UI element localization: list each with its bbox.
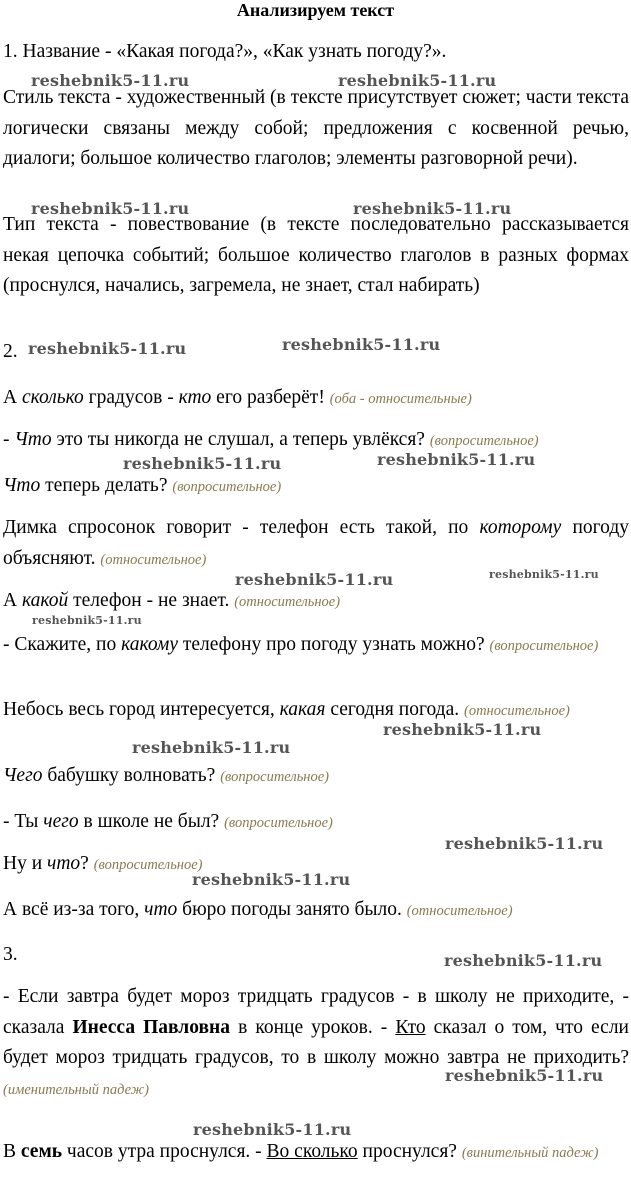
s3-paragraph-2 bbox=[3, 1137, 629, 1169]
annotation: (относительное) bbox=[100, 551, 207, 568]
watermark: reshebnik5-11.ru bbox=[445, 1066, 604, 1085]
text: его разберёт! bbox=[211, 387, 330, 408]
text: в конце уроков. - bbox=[230, 1016, 396, 1038]
watermark: reshebnik5-11.ru bbox=[31, 71, 190, 90]
bold-numeral: семь bbox=[20, 1141, 63, 1162]
watermark: reshebnik5-11.ru bbox=[377, 450, 536, 469]
annotation: (относительное) bbox=[463, 703, 570, 719]
annotation: (именительный падеж) bbox=[3, 1081, 149, 1098]
page-title: Анализируем текст bbox=[236, 0, 395, 20]
pronoun: Чего bbox=[3, 765, 43, 786]
watermark: reshebnik5-11.ru bbox=[444, 951, 603, 970]
text: ? bbox=[80, 853, 94, 874]
underlined-pronoun: Кто bbox=[395, 1016, 426, 1038]
pronoun: что bbox=[47, 853, 81, 874]
s3-paragraph-1 bbox=[3, 982, 629, 1105]
section1-style-paragraph: Стиль текста - художественный (в тексте присутствует сюжет; части текста логически связаны между собой; предложения с косвенной речью, диалоги; большое количество глаголов; элементы разговорной речи). bbox=[3, 87, 629, 169]
annotation: (вопросительное) bbox=[224, 815, 333, 831]
pronoun: которому bbox=[479, 517, 562, 538]
section1-type-paragraph: Тип текста - повествование (в тексте последовательно рассказывается некая цепочка событий; большое количество глаголов в разных формах (проснулся, начались, загремела, не знает, стал набирать) bbox=[3, 214, 629, 296]
text: - Скажите, по bbox=[3, 634, 122, 655]
text: - Если завтра будет мороз тридцать градусов - в школу не приходите, - сказала bbox=[3, 986, 629, 1038]
pronoun: какому bbox=[121, 634, 178, 655]
s2-line-8 bbox=[3, 761, 629, 793]
text: сказал о том, что если будет мороз тридцать градусов, то в школу можно завтра не приходить? bbox=[3, 1016, 629, 1068]
watermark: reshebnik5-11.ru bbox=[28, 339, 187, 358]
pronoun: Что bbox=[3, 475, 41, 496]
text: часов утра проснулся. - bbox=[62, 1141, 267, 1162]
annotation: (вопросительное) bbox=[93, 857, 203, 873]
annotation: (вопросительное) bbox=[220, 769, 329, 785]
text: проснулся? bbox=[357, 1141, 462, 1162]
annotation: (вопросительное) bbox=[489, 638, 599, 654]
s2-line-4 bbox=[3, 513, 629, 575]
s2-line-1 bbox=[3, 383, 629, 415]
watermark: reshebnik5-11.ru bbox=[193, 1120, 352, 1139]
section3-number: 3. bbox=[3, 944, 18, 965]
text: телефону про погоду узнать можно? bbox=[177, 634, 490, 655]
watermark: reshebnik5-11.ru bbox=[192, 870, 351, 889]
pronoun: какая bbox=[279, 699, 326, 720]
annotation: (относительное) bbox=[234, 594, 341, 610]
watermark: reshebnik5-11.ru bbox=[31, 199, 190, 218]
text: сегодня погода. bbox=[325, 699, 464, 720]
text: Небось весь город интересуется, bbox=[3, 699, 280, 720]
watermark: reshebnik5-11.ru bbox=[123, 454, 282, 473]
text: бабушку волновать? bbox=[42, 765, 221, 786]
text: А bbox=[3, 387, 22, 408]
watermark: reshebnik5-11.ru bbox=[353, 199, 512, 218]
annotation: (вопросительное) bbox=[172, 479, 282, 495]
pronoun: что bbox=[144, 899, 178, 920]
annotation: (оба - относительные) bbox=[329, 391, 472, 407]
watermark: reshebnik5-11.ru bbox=[489, 568, 599, 581]
text: погоду объясняют. bbox=[3, 517, 629, 569]
pronoun: Что bbox=[14, 429, 52, 450]
section2-number: 2. bbox=[3, 341, 18, 362]
text: А всё из-за того, bbox=[3, 899, 145, 920]
text: бюро погоды занято было. bbox=[177, 899, 407, 920]
s2-line-11 bbox=[3, 895, 629, 927]
watermark: reshebnik5-11.ru bbox=[383, 720, 542, 739]
text: телефон - не знает. bbox=[68, 590, 235, 611]
underlined-pronoun: Во сколько bbox=[266, 1141, 358, 1162]
annotation: (относительное) bbox=[406, 903, 513, 919]
s2-line-3 bbox=[3, 471, 629, 503]
pronoun: какой bbox=[21, 590, 69, 611]
pronoun: кто bbox=[178, 387, 212, 408]
annotation: (вопросительное) bbox=[429, 433, 539, 449]
text: это ты никогда не слушал, а теперь увлёкся? bbox=[51, 429, 430, 450]
bold-name: Инесса Павловна bbox=[72, 1016, 231, 1038]
text: - Ты bbox=[3, 811, 44, 832]
text: градусов - bbox=[83, 387, 179, 408]
text: - bbox=[3, 429, 15, 450]
text: Ну и bbox=[3, 853, 48, 874]
pronoun: сколько bbox=[21, 387, 84, 408]
text: А bbox=[3, 590, 22, 611]
text: теперь делать? bbox=[40, 475, 173, 496]
watermark: reshebnik5-11.ru bbox=[338, 71, 497, 90]
section1-name-line: 1. Название - «Какая погода?», «Как узнать погоду?». bbox=[3, 41, 447, 62]
annotation: (винительный падеж) bbox=[461, 1145, 599, 1161]
watermark: reshebnik5-11.ru bbox=[445, 834, 604, 853]
watermark: reshebnik5-11.ru bbox=[32, 614, 142, 627]
s2-line-5 bbox=[3, 586, 629, 618]
watermark: reshebnik5-11.ru bbox=[235, 570, 394, 589]
s2-line-6 bbox=[3, 630, 629, 662]
watermark: reshebnik5-11.ru bbox=[132, 738, 291, 757]
text: Димка спросонок говорит - телефон есть такой, по bbox=[3, 517, 480, 538]
text: В bbox=[3, 1141, 21, 1162]
pronoun: чего bbox=[43, 811, 79, 832]
text: в школе не был? bbox=[78, 811, 225, 832]
watermark: reshebnik5-11.ru bbox=[282, 335, 441, 354]
